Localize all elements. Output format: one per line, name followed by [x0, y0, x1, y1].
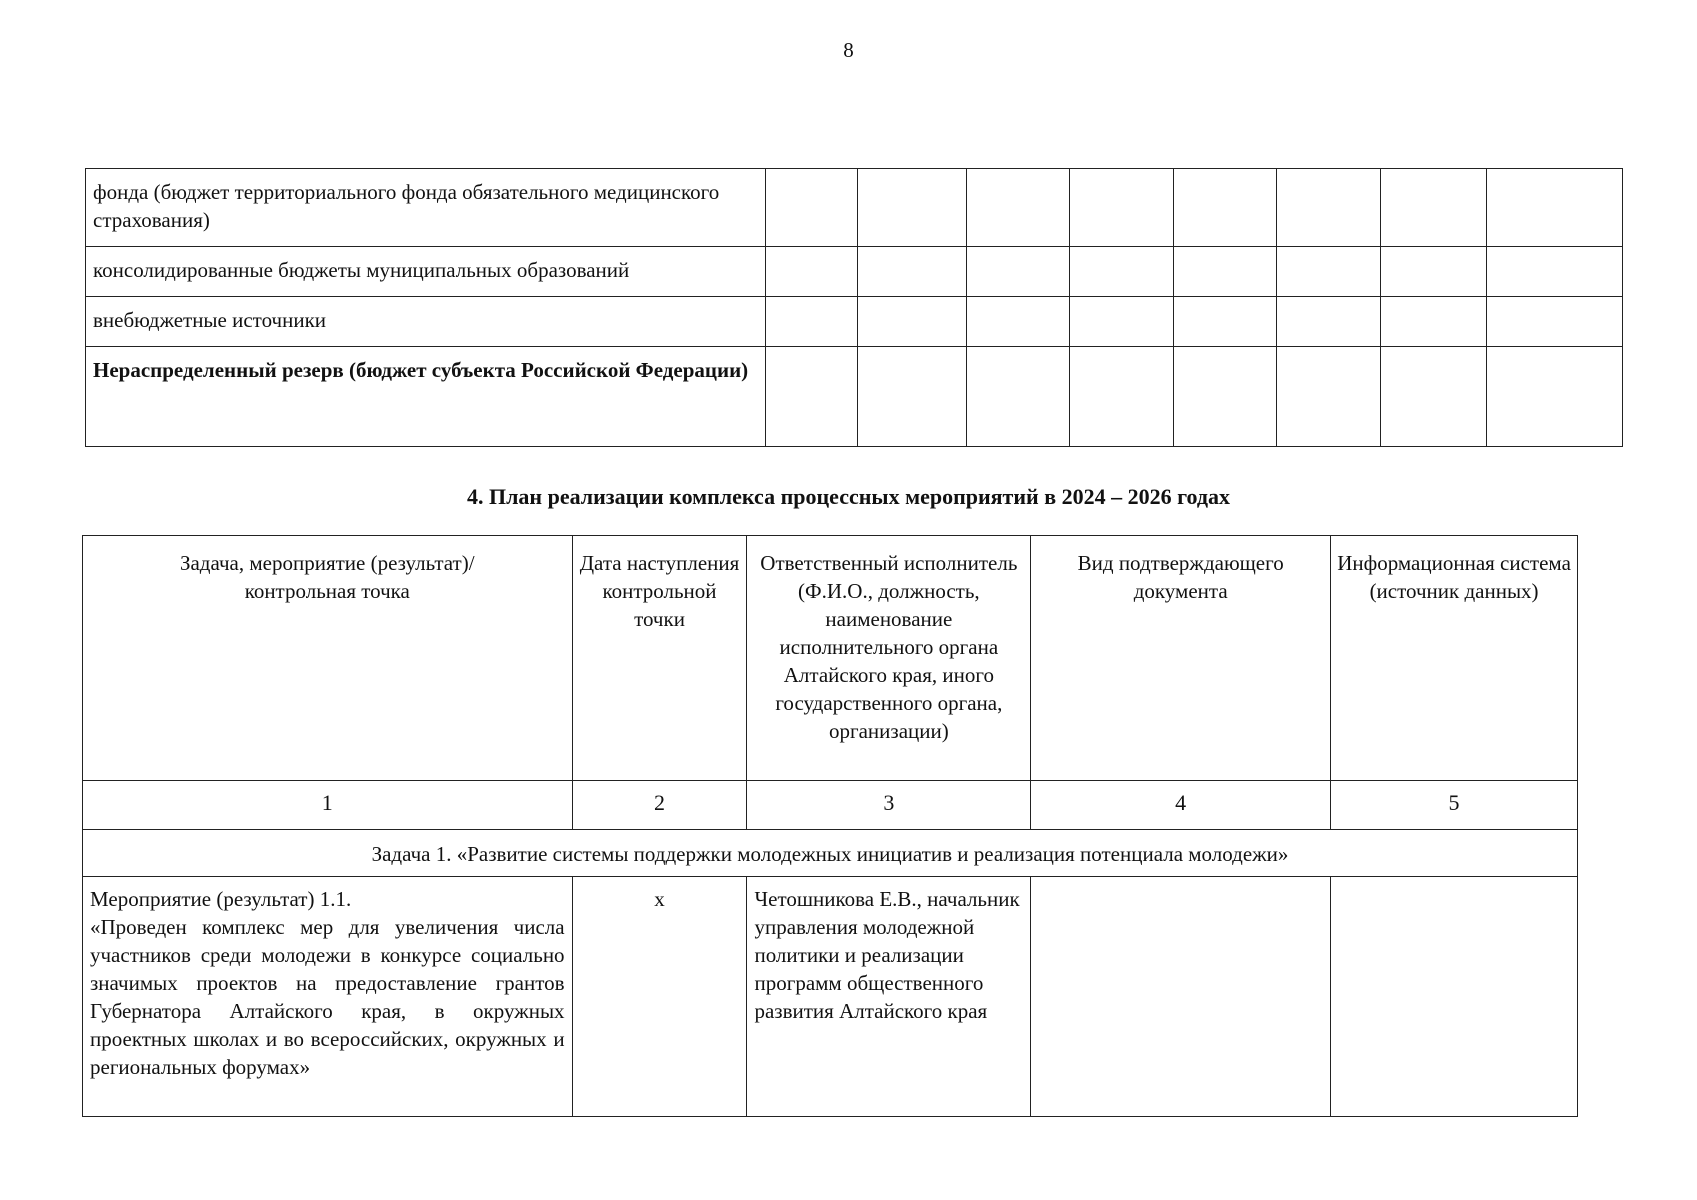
funding-cell [857, 347, 967, 447]
funding-cell [1277, 247, 1381, 297]
funding-cell [1174, 347, 1277, 447]
funding-cell [765, 297, 857, 347]
funding-cell [765, 169, 857, 247]
header-document: Вид подтверждающего документа [1031, 536, 1331, 781]
activity-description: «Проведен комплекс мер для увеличения числа участников среди молодежи в конкурсе социально значимых проектов на предоставление грантов Губернатора Алтайского края, в окружных проектных школах и во всероссийских, окружных и региональных форумах» [90, 915, 565, 1079]
funding-cell [765, 347, 857, 447]
column-number: 3 [747, 781, 1031, 830]
activity-title: Мероприятие (результат) 1.1. [90, 887, 352, 911]
funding-cell [1277, 169, 1381, 247]
funding-cell [967, 247, 1070, 297]
funding-cell [1070, 247, 1174, 297]
funding-cell [1174, 169, 1277, 247]
funding-cell [857, 247, 967, 297]
funding-cell [1174, 297, 1277, 347]
funding-cell [1381, 247, 1487, 297]
plan-table [82, 535, 1578, 1117]
page-number: 8 [843, 38, 854, 62]
funding-cell [967, 297, 1070, 347]
funding-cell [1277, 347, 1381, 447]
column-number: 2 [572, 781, 747, 830]
funding-row [86, 347, 1623, 447]
funding-cell [857, 297, 967, 347]
control-date: х [572, 877, 747, 1117]
info-system [1331, 877, 1578, 1117]
funding-cell [967, 169, 1070, 247]
header-responsible: Ответственный исполнитель (Ф.И.О., должность, наименование исполнительного органа Алтайского края, иного государственного органа, организации) [747, 536, 1031, 781]
funding-row [86, 297, 1623, 347]
funding-cell [1487, 247, 1623, 297]
funding-row [86, 169, 1623, 247]
funding-cell [1487, 347, 1623, 447]
funding-row-label: внебюджетные источники [86, 297, 766, 347]
funding-row-label-reserve: Нераспределенный резерв (бюджет субъекта Российской Федерации) [86, 347, 766, 447]
plan-row [83, 877, 1578, 1117]
funding-row-label: фонда (бюджет территориального фонда обязательного медицинского страхования) [86, 169, 766, 247]
funding-cell [857, 169, 967, 247]
funding-cell [1487, 169, 1623, 247]
header-task: Задача, мероприятие (результат)/ контрольная точка [83, 536, 573, 781]
funding-cell [1070, 297, 1174, 347]
header-date: Дата наступления контрольной точки [572, 536, 747, 781]
header-info-system: Информационная система (источник данных) [1331, 536, 1578, 781]
funding-row [86, 247, 1623, 297]
column-number: 1 [83, 781, 573, 830]
funding-cell [1487, 297, 1623, 347]
funding-cell [1174, 247, 1277, 297]
activity-cell [83, 877, 573, 1117]
section-title: 4. План реализации комплекса процессных мероприятий в 2024 – 2026 годах [466, 484, 1231, 509]
funding-cell [967, 347, 1070, 447]
funding-cell [1381, 347, 1487, 447]
funding-cell [1070, 347, 1174, 447]
funding-cell [1381, 297, 1487, 347]
column-number: 5 [1331, 781, 1578, 830]
funding-cell [1277, 297, 1381, 347]
task-row [83, 830, 1578, 877]
plan-header-row [83, 536, 1578, 781]
column-number: 4 [1031, 781, 1331, 830]
task-title: Задача 1. «Развитие системы поддержки молодежных инициатив и реализация потенциала молодежи» [83, 830, 1578, 877]
column-number-row [83, 781, 1578, 830]
funding-cell [1381, 169, 1487, 247]
responsible-executor: Четошникова Е.В., начальник управления молодежной политики и реализации программ общественного развития Алтайского края [747, 877, 1031, 1117]
funding-table [85, 168, 1623, 447]
funding-row-label: консолидированные бюджеты муниципальных образований [86, 247, 766, 297]
funding-cell [1070, 169, 1174, 247]
funding-cell [765, 247, 857, 297]
confirming-document [1031, 877, 1331, 1117]
